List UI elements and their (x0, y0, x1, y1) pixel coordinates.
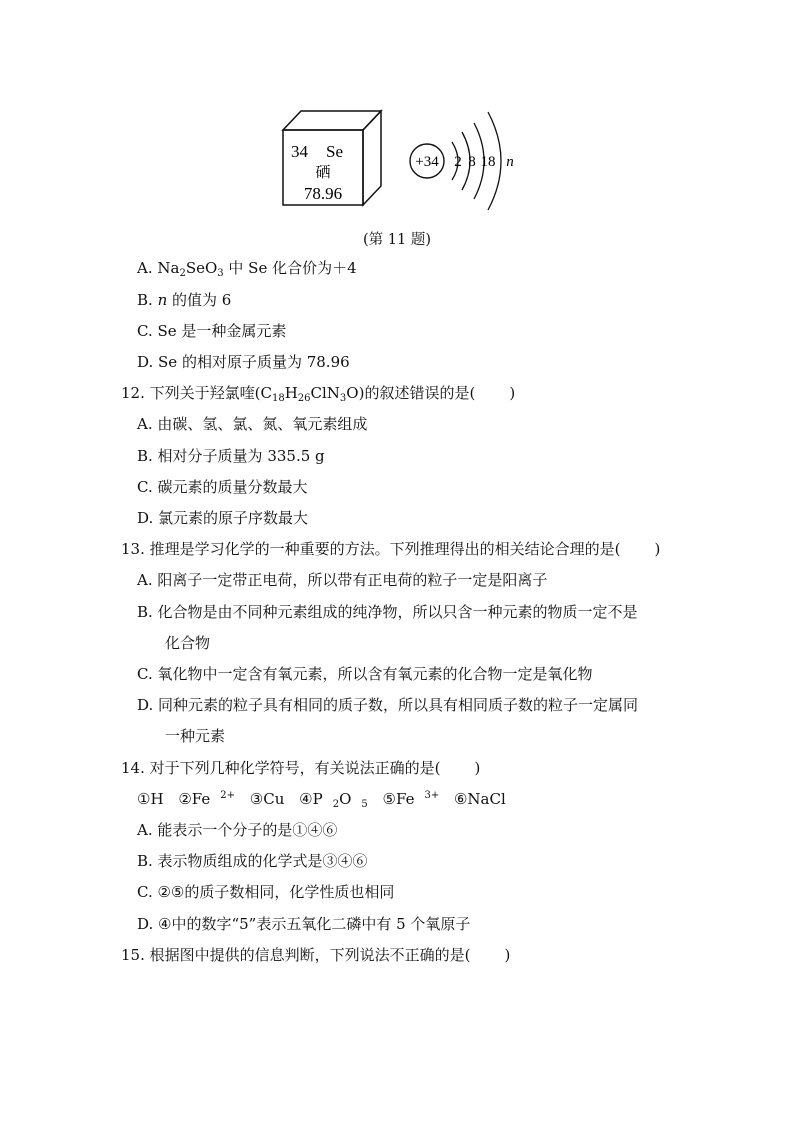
symbol-6: ⑥NaCl (453, 790, 506, 808)
nucleus-charge: +34 (415, 154, 439, 170)
symbol-1: ①H (137, 790, 164, 808)
q13-option-c: C. 氧化物中一定含有氧元素，所以含有氧元素的化合物一定是氧化物 (137, 665, 593, 683)
shell-1-electrons: 2 (454, 154, 462, 170)
q12-option-a: A. 由碳、氢、氯、氮、氧元素组成 (137, 415, 368, 433)
q14-symbol-list (137, 789, 516, 809)
selenium-figure (278, 106, 528, 218)
q11-option-c: C. Se 是一种金属元素 (137, 322, 287, 340)
q15-stem: 15. 根据图中提供的信息判断，下列说法不正确的是( ) (121, 946, 511, 964)
q11-option-a: A. $Na_2SeO_3$ 中 Se 化合价为＋4 (137, 259, 357, 279)
symbol-5: ⑤Fe $^{3+}$ (382, 790, 440, 808)
q14-stem: 14. 对于下列几种化学符号，有关说法正确的是( ) (121, 759, 481, 777)
shell-4-electrons: n (506, 154, 514, 170)
q12-stem: 12. 下列关于羟氯喹$(C_{18}H_{26}ClN_3O)$的叙述错误的是( ) (121, 384, 516, 404)
q12-option-b: B. 相对分子质量为 335.5 g (137, 447, 325, 465)
atomic-number: 34 (291, 142, 308, 161)
q12-option-d: D. 氯元素的原子序数最大 (137, 509, 309, 527)
q13-stem: 13. 推理是学习化学的一种重要的方法。下列推理得出的相关结论合理的是( ) (121, 540, 661, 558)
q13-option-d-continued: 一种元素 (165, 727, 226, 745)
q14-option-c: C. ②⑤的质子数相同，化学性质也相同 (137, 883, 395, 901)
q11-option-d: D. Se 的相对原子质量为 78.96 (137, 353, 350, 371)
q13-option-b: B. 化合物是由不同种元素组成的纯净物，所以只含一种元素的物质一定不是 (137, 603, 638, 621)
shell-2-electrons: 8 (468, 154, 476, 170)
q13-option-a: A. 阳离子一定带正电荷，所以带有正电荷的粒子一定是阳离子 (137, 571, 548, 589)
symbol-2: ②Fe $^{2+}$ (178, 790, 235, 808)
element-symbol: Se (326, 142, 343, 161)
element-name: 硒 (315, 163, 331, 181)
q14-option-b: B. 表示物质组成的化学式是③④⑥ (137, 852, 368, 870)
q13-option-b-continued: 化合物 (165, 634, 211, 652)
symbol-4: ④P $_2$O $_5$ (299, 790, 368, 810)
atomic-mass: 78.96 (303, 184, 343, 203)
q11-option-b: B. n 的值为 6 (137, 291, 232, 309)
q12-option-c: C. 碳元素的质量分数最大 (137, 478, 308, 496)
q14-option-d: D. ④中的数字“5”表示五氧化二磷中有 5 个氧原子 (137, 915, 471, 933)
q14-option-a: A. 能表示一个分子的是①④⑥ (137, 821, 338, 839)
figure-caption: (第 11 题) (363, 232, 431, 248)
shell-3-electrons: 18 (480, 154, 496, 170)
q13-option-d: D. 同种元素的粒子具有相同的质子数，所以具有相同质子数的粒子一定属同 (137, 696, 639, 714)
symbol-3: ③Cu (249, 790, 285, 808)
